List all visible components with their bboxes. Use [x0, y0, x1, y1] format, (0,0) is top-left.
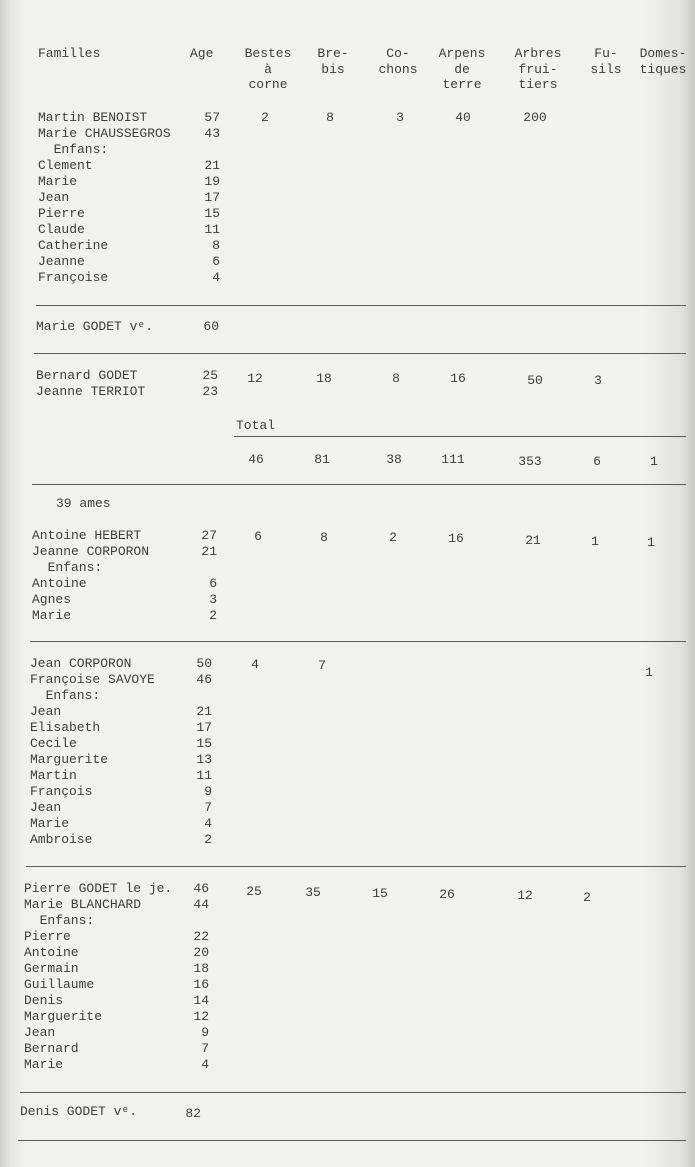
row-divider — [30, 641, 686, 642]
row-divider — [26, 866, 686, 867]
total-bestes: 46 — [248, 452, 264, 467]
count-arbres: 12 — [517, 888, 533, 903]
header-bestes-a-corne: Bestes à corne — [244, 46, 292, 92]
family-ages: 46 44 22 20 18 16 14 12 9 7 4 — [193, 881, 209, 1072]
count-arbres: 50 — [527, 373, 543, 388]
count-bestes: 25 — [246, 884, 262, 899]
count-cochons: 8 — [392, 371, 400, 386]
family-names: Jean CORPORON Françoise SAVOYE Enfans: Jean Elisabeth Cecile Marguerite Martin François Jean Marie Ambroise — [30, 656, 155, 847]
total-fusils: 6 — [593, 454, 601, 469]
family-ages: 27 21 6 3 2 — [201, 528, 217, 623]
family-names: Marie GODET vᵉ. — [36, 319, 154, 334]
row-divider — [32, 484, 686, 485]
count-bestes: 12 — [247, 371, 263, 386]
family-ages: 50 46 21 17 15 13 11 9 7 4 2 — [196, 656, 212, 847]
family-names: Martin BENOIST Marie CHAUSSEGROS Enfans: Clement Marie Jean Pierre Claude Catherine Jeanne Françoise — [38, 110, 171, 285]
header-brebis: Bre- bis — [317, 46, 349, 77]
count-brebis: 35 — [305, 885, 321, 900]
count-arbres: 200 — [523, 110, 547, 125]
family-names: Bernard GODET Jeanne TERRIOT — [36, 368, 146, 399]
count-brebis: 8 — [320, 530, 328, 545]
count-arpens: 16 — [448, 531, 464, 546]
count-brebis: 7 — [318, 658, 326, 673]
row-divider — [34, 353, 686, 354]
count-bestes: 6 — [254, 529, 262, 544]
total-underline — [234, 436, 686, 437]
family-names: Pierre GODET le je. Marie BLANCHARD Enfans: Pierre Antoine Germain Guillaume Denis Marguerite Jean Bernard Marie — [24, 881, 173, 1072]
count-cochons: 3 — [396, 110, 404, 125]
header-cochons: Co- chons — [378, 46, 418, 77]
total-arbres: 353 — [518, 454, 542, 469]
total-brebis: 81 — [314, 452, 330, 467]
total-cochons: 38 — [386, 452, 402, 467]
header-arbres-fruitiers: Arbres frui- tiers — [514, 46, 562, 92]
count-arpens: 16 — [450, 371, 466, 386]
count-domestiques: 1 — [645, 665, 653, 680]
count-bestes: 2 — [261, 110, 269, 125]
count-domestiques: 1 — [647, 535, 655, 550]
count-brebis: 18 — [316, 371, 332, 386]
total-label: Total — [236, 418, 276, 433]
family-ages: 82 — [185, 1106, 201, 1121]
total-arpens: 111 — [441, 452, 465, 467]
family-ages: 60 — [203, 319, 219, 334]
total-domestiques: 1 — [650, 454, 658, 469]
count-cochons: 15 — [372, 886, 388, 901]
count-arbres: 21 — [525, 533, 541, 548]
family-names: Antoine HEBERT Jeanne CORPORON Enfans: Antoine Agnes Marie — [32, 528, 150, 623]
count-arpens: 40 — [455, 110, 471, 125]
row-divider — [18, 1140, 686, 1141]
row-divider — [20, 1092, 686, 1093]
family-ages: 25 23 — [202, 368, 218, 399]
count-brebis: 8 — [326, 110, 334, 125]
count-fusils: 1 — [591, 534, 599, 549]
row-divider — [36, 305, 686, 306]
header-familles: Familles — [38, 46, 101, 61]
header-domestiques: Domes- tiques — [639, 46, 687, 77]
count-fusils: 3 — [594, 373, 602, 388]
header-arpens-de-terre: Arpens de terre — [438, 46, 486, 92]
family-ages: 57 43 21 19 17 15 11 8 6 4 — [204, 110, 220, 285]
count-bestes: 4 — [251, 657, 259, 672]
ames-count: 39 ames — [56, 496, 111, 511]
count-arpens: 26 — [439, 887, 455, 902]
header-fusils: Fu- sils — [590, 46, 622, 77]
family-names: Denis GODET vᵉ. — [20, 1104, 138, 1119]
count-cochons: 2 — [389, 530, 397, 545]
count-fusils: 2 — [583, 890, 591, 905]
header-age: Age — [190, 46, 214, 61]
